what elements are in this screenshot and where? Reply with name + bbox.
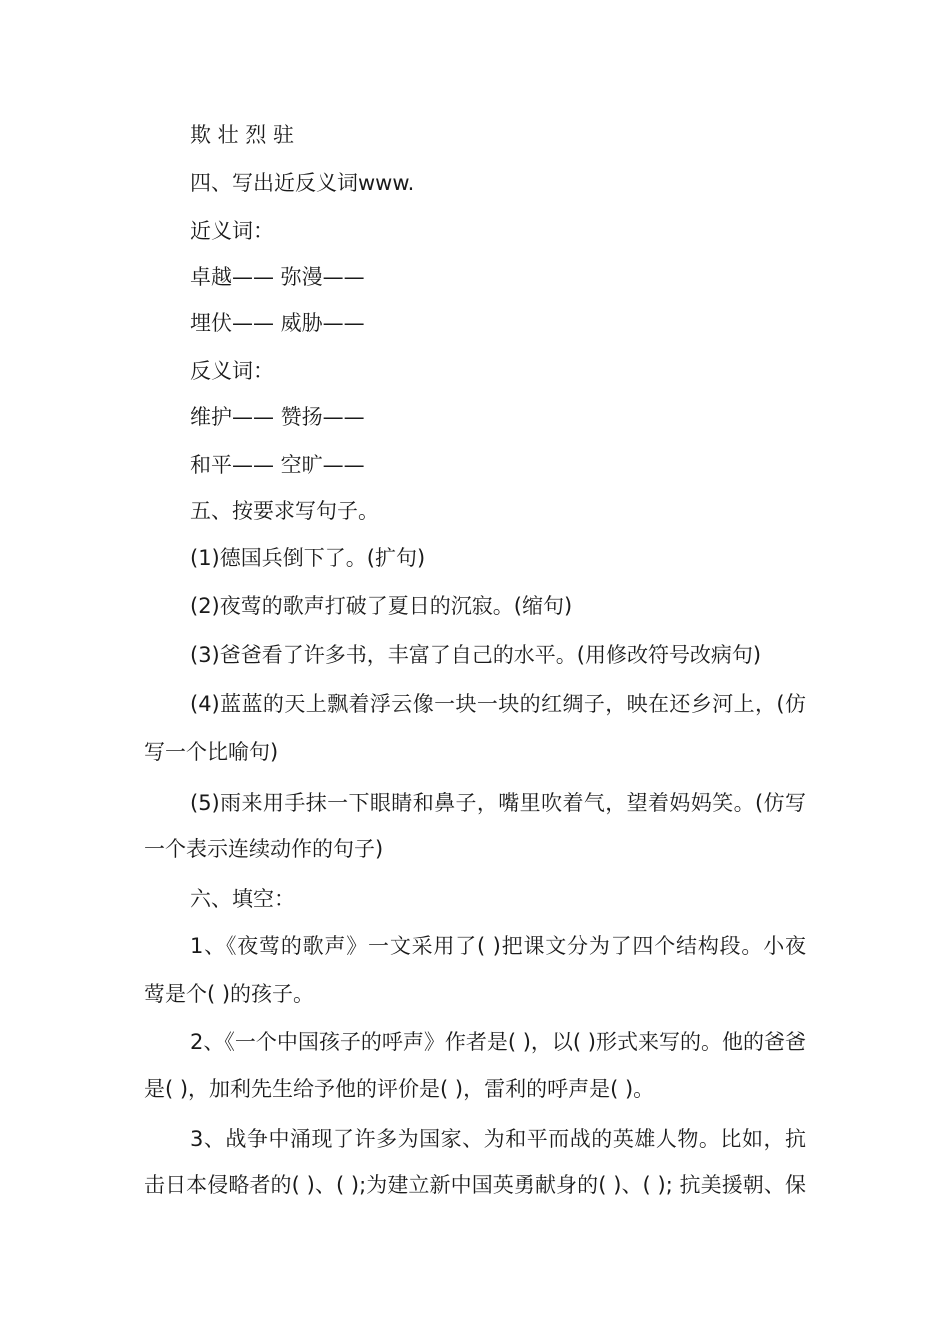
- synonyms-label: 近义词：: [190, 219, 274, 243]
- section-five-heading: 五、按要求写句子。: [190, 499, 379, 523]
- fill-blank-2-line-1: 2、《一个中国孩子的呼声》作者是( )，以( )形式来写的。他的爸爸: [190, 1030, 806, 1054]
- section-four-heading: 四、写出近反义词www.: [190, 171, 415, 195]
- synonym-row-2: 埋伏—— 威胁——: [190, 311, 365, 335]
- section-six-heading: 六、填空：: [190, 887, 295, 911]
- sentence-task-5-line-2: 一个表示连续动作的句子): [144, 837, 384, 861]
- antonyms-label: 反义词：: [190, 359, 274, 383]
- fill-blank-1-line-2: 莺是个( )的孩子。: [144, 982, 315, 1006]
- sentence-task-3: (3)爸爸看了许多书，丰富了自己的水平。(用修改符号改病句): [190, 643, 762, 667]
- fill-blank-2-line-2: 是( )，加利先生给予他的评价是( )，雷利的呼声是( )。: [144, 1077, 655, 1101]
- fill-blank-1-line-1: 1、《夜莺的歌声》一文采用了( )把课文分为了四个结构段。小夜: [190, 934, 806, 958]
- sentence-task-1: (1)德国兵倒下了。(扩句): [190, 546, 426, 570]
- fill-blank-3-line-1: 3、战争中涌现了许多为国家、为和平而战的英雄人物。比如，抗: [190, 1127, 806, 1151]
- sentence-task-2: (2)夜莺的歌声打破了夏日的沉寂。(缩句): [190, 594, 573, 618]
- character-list: 欺 壮 烈 驻: [190, 123, 295, 147]
- sentence-task-5-line-1: (5)雨来用手抹一下眼睛和鼻子，嘴里吹着气，望着妈妈笑。(仿写: [190, 791, 806, 815]
- antonym-row-1: 维护—— 赞扬——: [190, 405, 365, 429]
- synonym-row-1: 卓越—— 弥漫——: [190, 265, 365, 289]
- sentence-task-4-line-2: 写一个比喻句): [144, 740, 279, 764]
- fill-blank-3-line-2: 击日本侵略者的( )、( );为建立新中国英勇献身的( )、( ); 抗美援朝、保: [144, 1173, 806, 1197]
- antonym-row-2: 和平—— 空旷——: [190, 453, 365, 477]
- sentence-task-4-line-1: (4)蓝蓝的天上飘着浮云像一块一块的红绸子，映在还乡河上，(仿: [190, 692, 806, 716]
